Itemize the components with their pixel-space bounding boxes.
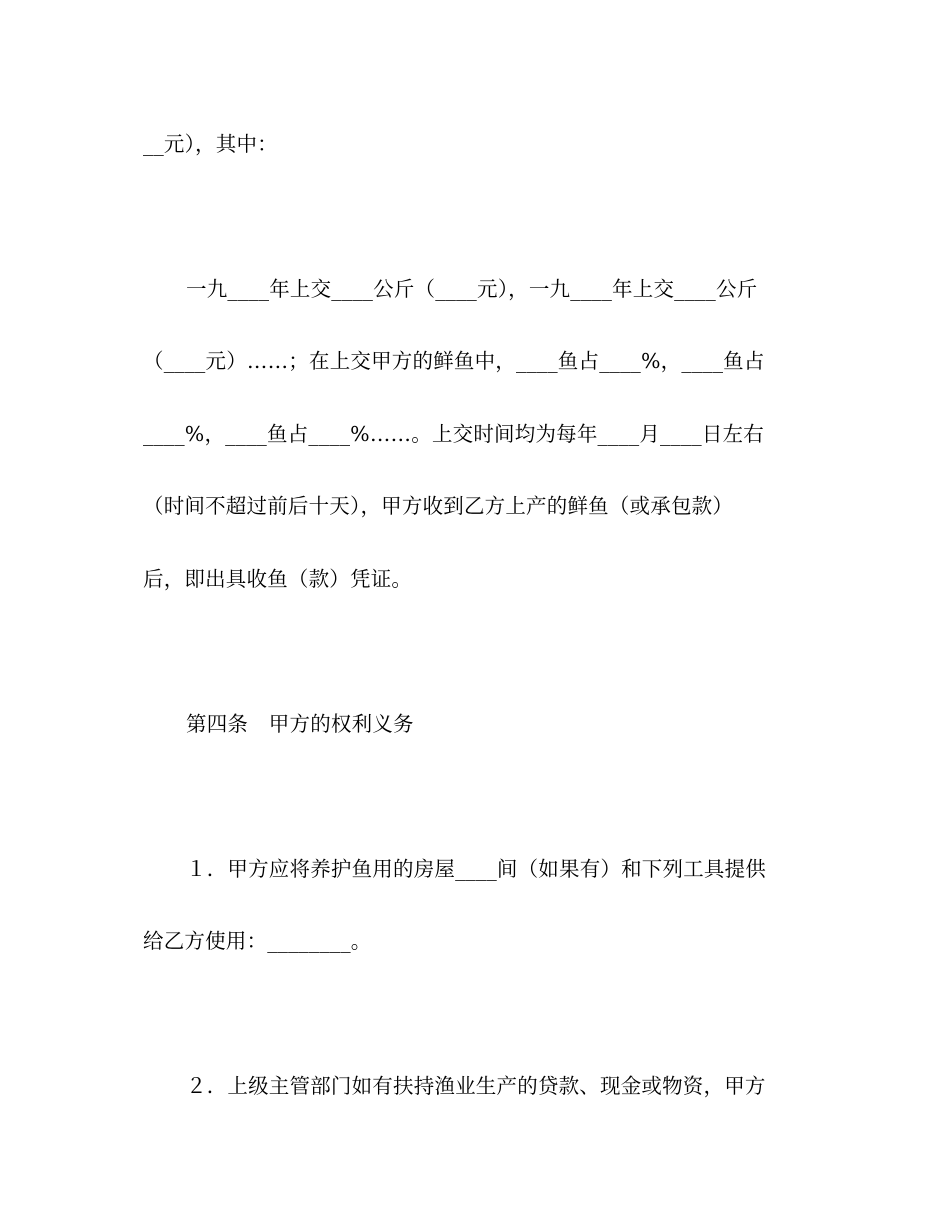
text-line: 给乙方使用：________。 <box>143 929 372 953</box>
text-line: （____元）……；在上交甲方的鲜鱼中，____鱼占____%，____鱼占 <box>143 349 765 373</box>
text-line: 一九____年上交____公斤（____元），一九____年上交____公斤 <box>186 277 758 301</box>
section-heading: 第四条 甲方的权利义务 <box>186 712 414 736</box>
text-line: __元），其中： <box>143 132 278 156</box>
text-line: 后，即出具收鱼（款）凭证。 <box>143 567 413 591</box>
text-line: （时间不超过前后十天），甲方收到乙方上产的鲜鱼（或承包款） <box>143 494 734 518</box>
text-line: １．甲方应将养护鱼用的房屋____间（如果有）和下列工具提供 <box>186 857 766 881</box>
text-line: ____%，____鱼占____%……。上交时间均为每年____月____日左右 <box>143 422 764 446</box>
text-line: ２．上级主管部门如有扶持渔业生产的贷款、现金或物资，甲方 <box>186 1074 766 1098</box>
